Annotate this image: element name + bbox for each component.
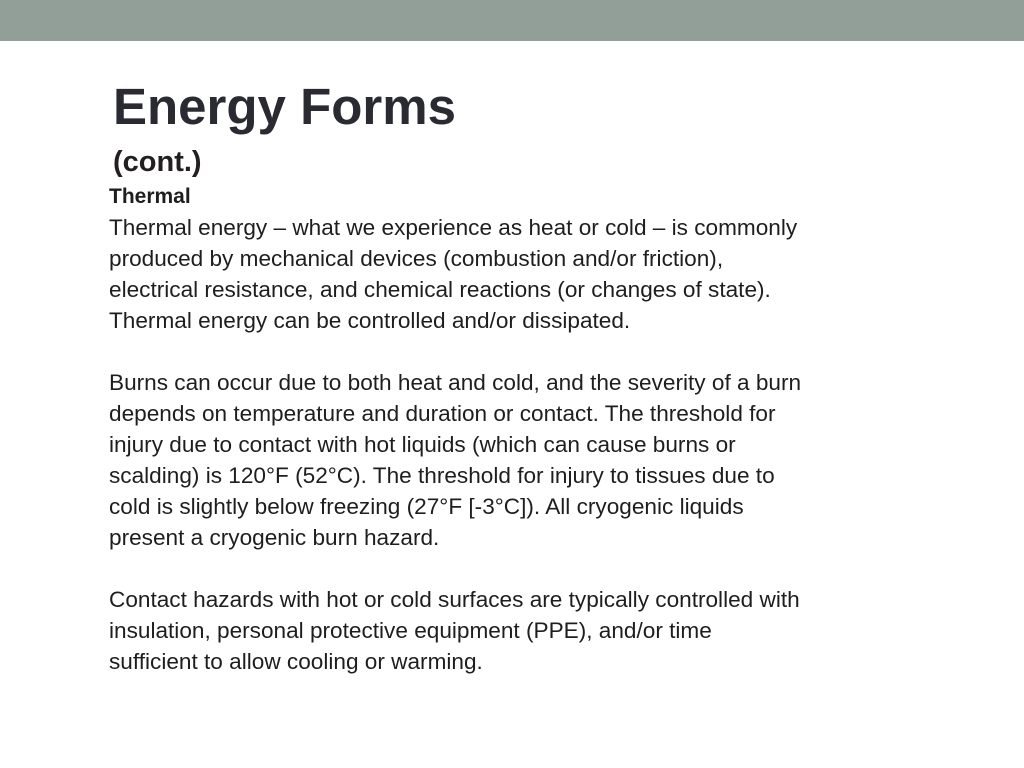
slide-title: Energy Forms <box>113 78 456 135</box>
paragraph-contact-hazards: Contact hazards with hot or cold surfaces are typically controlled with insulation, personal protective equipment (PPE), and/or time sufficient to allow cooling or warming. <box>109 587 800 674</box>
slide-body <box>109 183 929 708</box>
top-accent-bar <box>0 0 1024 41</box>
slide-subtitle: (cont.) <box>113 146 202 178</box>
paragraph-thermal-energy: Thermal energy – what we experience as heat or cold – is commonly produced by mechanical devices (combustion and/or friction), electrical resistance, and chemical reactions (or changes of state). Thermal energy can be controlled and/or dissipated. <box>109 215 798 333</box>
section-heading-thermal: Thermal <box>109 185 191 208</box>
paragraph-burns: Burns can occur due to both heat and cold, and the severity of a burn depends on temperature and duration or contact. The threshold for injury due to contact with hot liquids (which can cause burns or scalding) is 120°F (52°C). The threshold for injury to tissues due to cold is slightly below freezing (27°F [-3°C]). All cryogenic liquids present a cryogenic burn hazard. <box>109 370 802 550</box>
